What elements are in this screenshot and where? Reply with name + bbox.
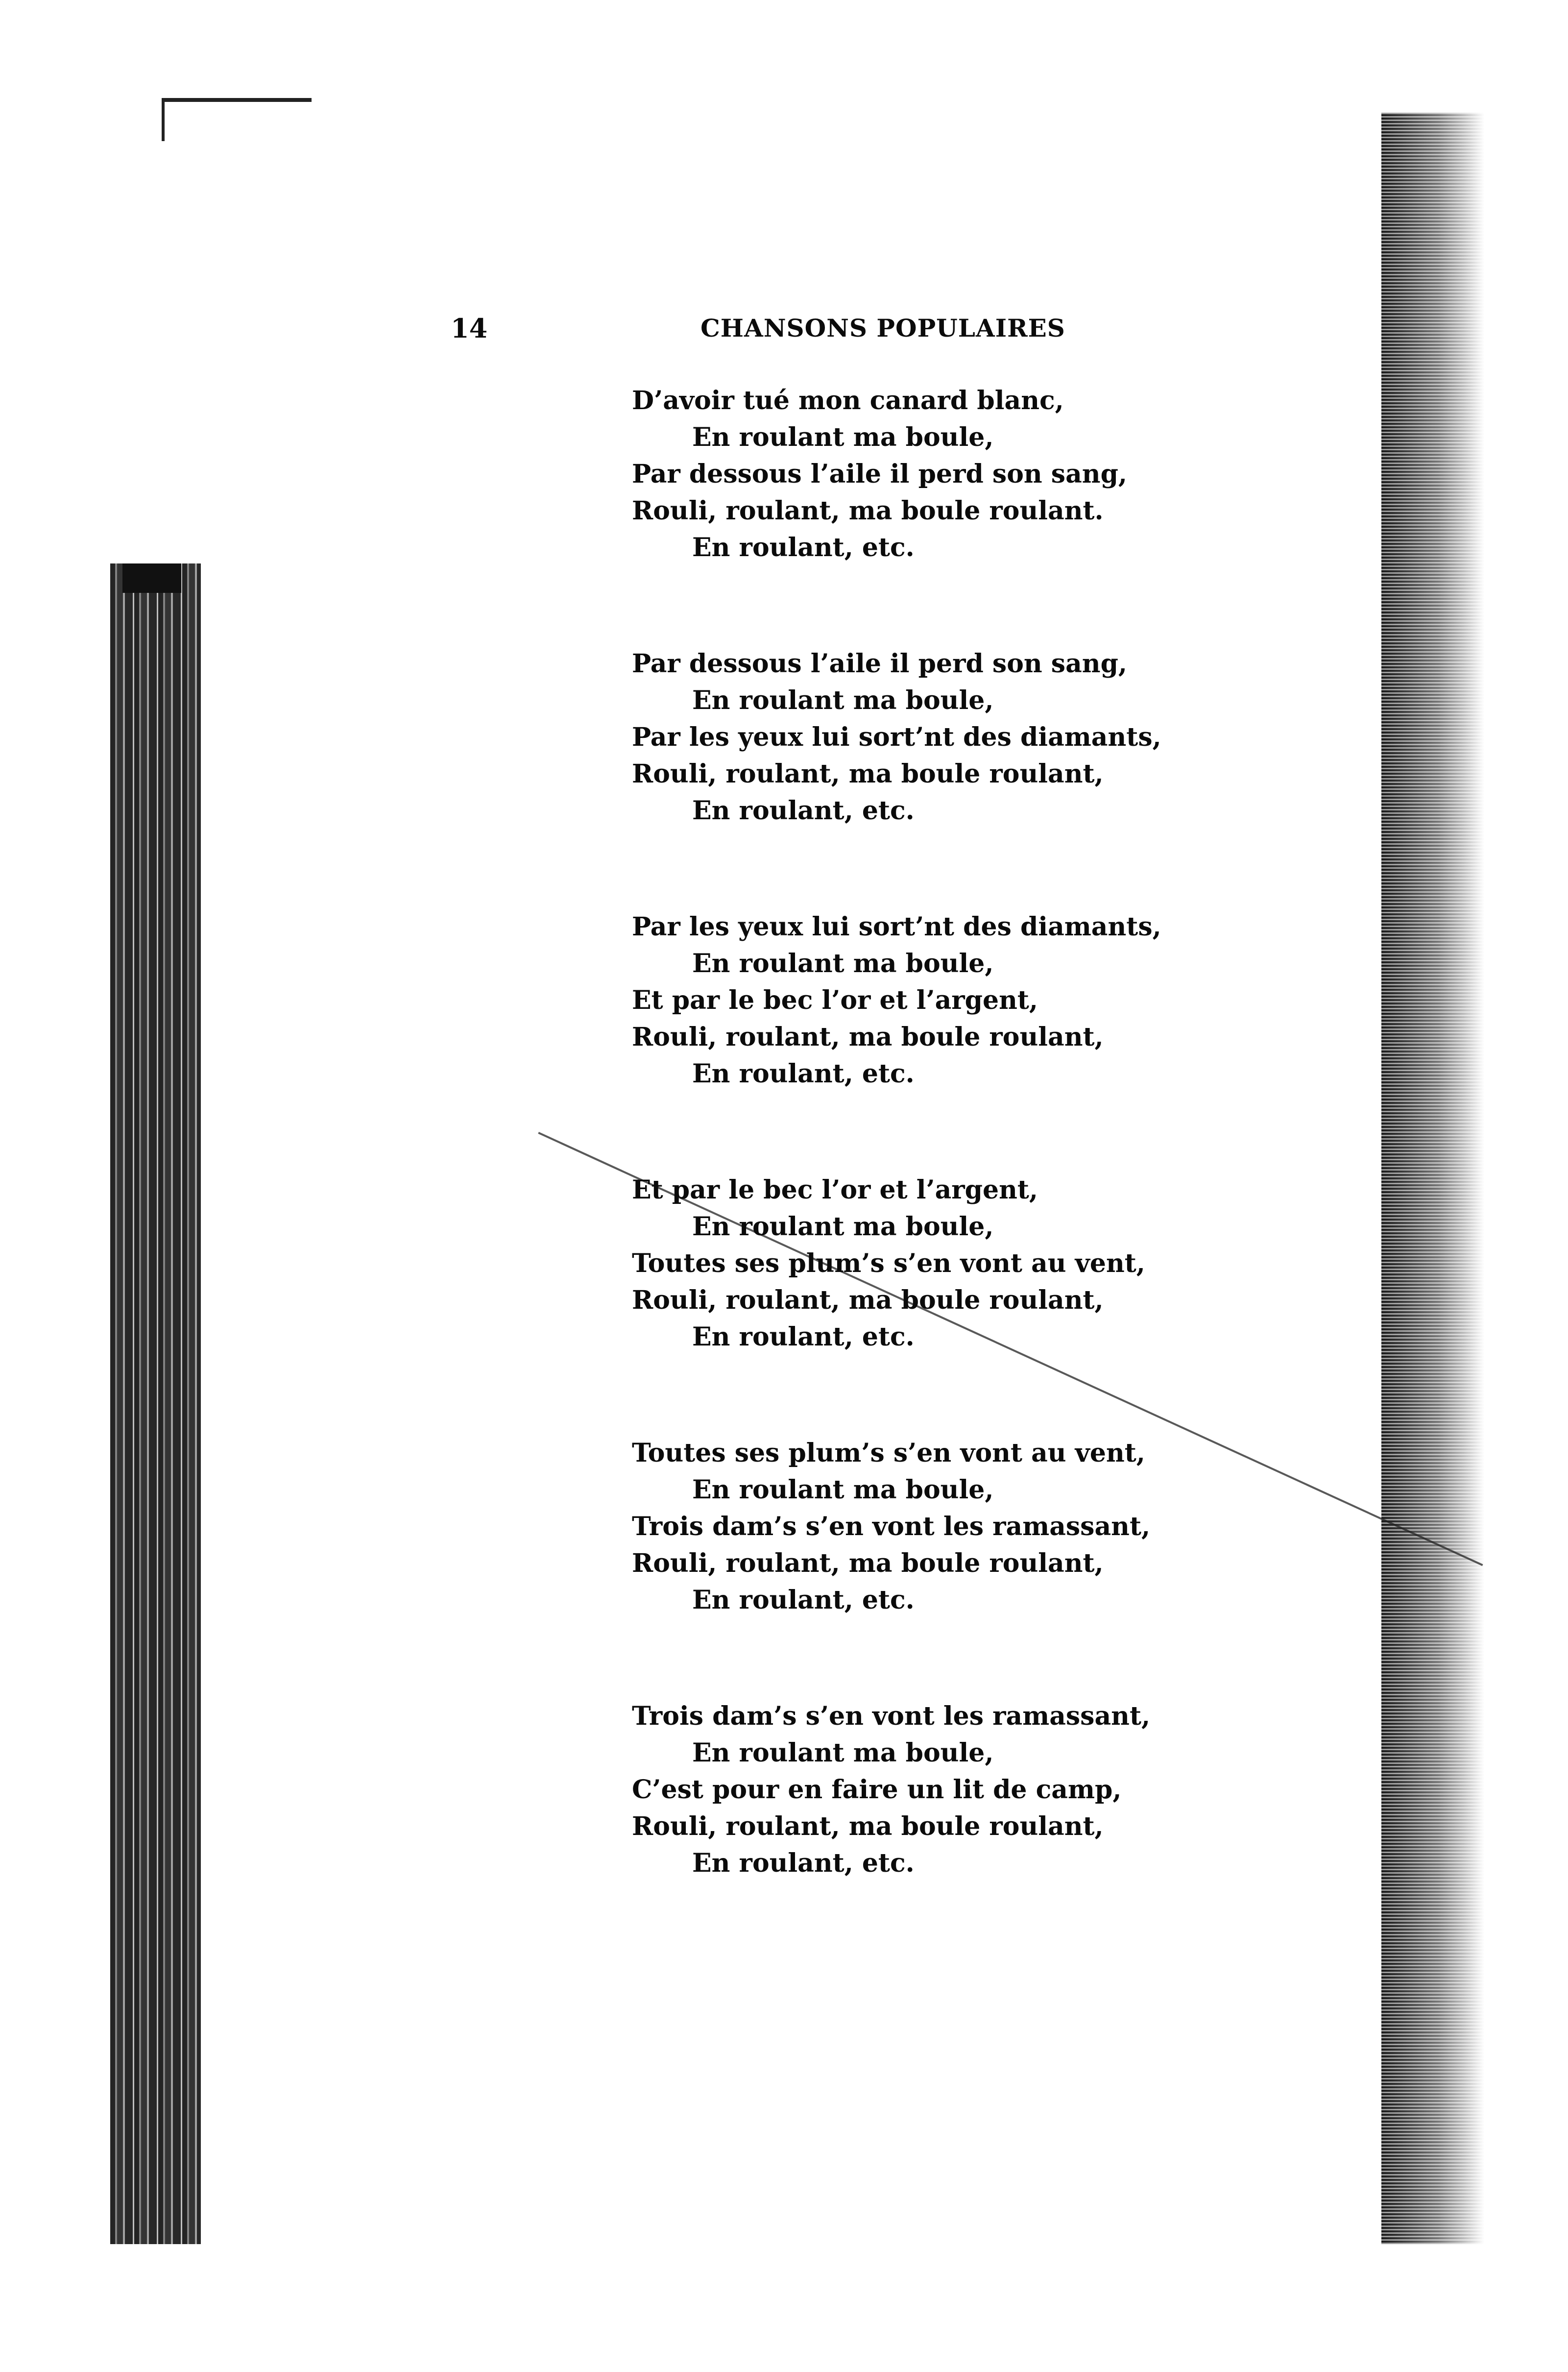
refrain-line: En roulant, etc. bbox=[692, 1059, 915, 1089]
binding-edge bbox=[110, 563, 201, 2244]
verse-line: Toutes ses plum’s s’en vont au vent, bbox=[632, 1438, 1145, 1468]
verse-line: Par dessous l’aile il perd son sang, bbox=[632, 459, 1128, 489]
refrain-line: En roulant ma boule, bbox=[692, 949, 994, 978]
refrain-line: En roulant, etc. bbox=[692, 1848, 915, 1878]
refrain-line: En roulant ma boule, bbox=[692, 685, 994, 715]
chorus-line: Rouli, roulant, ma boule roulant, bbox=[632, 1548, 1104, 1578]
refrain-line: En roulant ma boule, bbox=[692, 1475, 994, 1505]
binding-edge-top bbox=[122, 563, 181, 593]
refrain-line: En roulant ma boule, bbox=[692, 422, 994, 452]
verse-line: Toutes ses plum’s s’en vont au vent, bbox=[632, 1248, 1145, 1278]
refrain-line: En roulant ma boule, bbox=[692, 1738, 994, 1768]
verse-line: Et par le bec l’or et l’argent, bbox=[632, 1175, 1038, 1205]
stanza bbox=[632, 908, 1367, 1092]
verse-line: Et par le bec l’or et l’argent, bbox=[632, 985, 1038, 1015]
chorus-line: Rouli, roulant, ma boule roulant, bbox=[632, 1285, 1104, 1315]
refrain-line: En roulant, etc. bbox=[692, 533, 915, 562]
verse-line: Par les yeux lui sort’nt des diamants, bbox=[632, 722, 1161, 752]
verse-line: C’est pour en faire un lit de camp, bbox=[632, 1775, 1122, 1805]
refrain-line: En roulant, etc. bbox=[692, 796, 915, 826]
verse-line: D’avoir tué mon canard blanc, bbox=[632, 386, 1064, 416]
verse-line: Trois dam’s s’en vont les ramassant, bbox=[632, 1512, 1151, 1541]
verse-line: Par dessous l’aile il perd son sang, bbox=[632, 649, 1128, 679]
stanza bbox=[632, 1435, 1367, 1618]
page-number: 14 bbox=[451, 313, 488, 344]
chorus-line: Rouli, roulant, ma boule roulant, bbox=[632, 759, 1104, 789]
scan-corner-mark bbox=[162, 98, 312, 141]
page-header bbox=[451, 309, 1087, 348]
chorus-line: Rouli, roulant, ma boule roulant, bbox=[632, 1022, 1104, 1052]
poem bbox=[632, 382, 1367, 1961]
stanza bbox=[632, 1698, 1367, 1882]
verse-line: Trois dam’s s’en vont les ramassant, bbox=[632, 1701, 1151, 1731]
stanza bbox=[632, 1172, 1367, 1355]
chorus-line: Rouli, roulant, ma boule roulant. bbox=[632, 496, 1104, 526]
page-edge-shadow bbox=[1381, 113, 1484, 2244]
stanza bbox=[632, 645, 1367, 829]
stanza bbox=[632, 382, 1367, 566]
running-title: CHANSONS POPULAIRES bbox=[700, 314, 1065, 342]
chorus-line: Rouli, roulant, ma boule roulant, bbox=[632, 1811, 1104, 1841]
refrain-line: En roulant ma boule, bbox=[692, 1212, 994, 1242]
refrain-line: En roulant, etc. bbox=[692, 1585, 915, 1615]
verse-line: Par les yeux lui sort’nt des diamants, bbox=[632, 912, 1161, 942]
refrain-line: En roulant, etc. bbox=[692, 1322, 915, 1352]
